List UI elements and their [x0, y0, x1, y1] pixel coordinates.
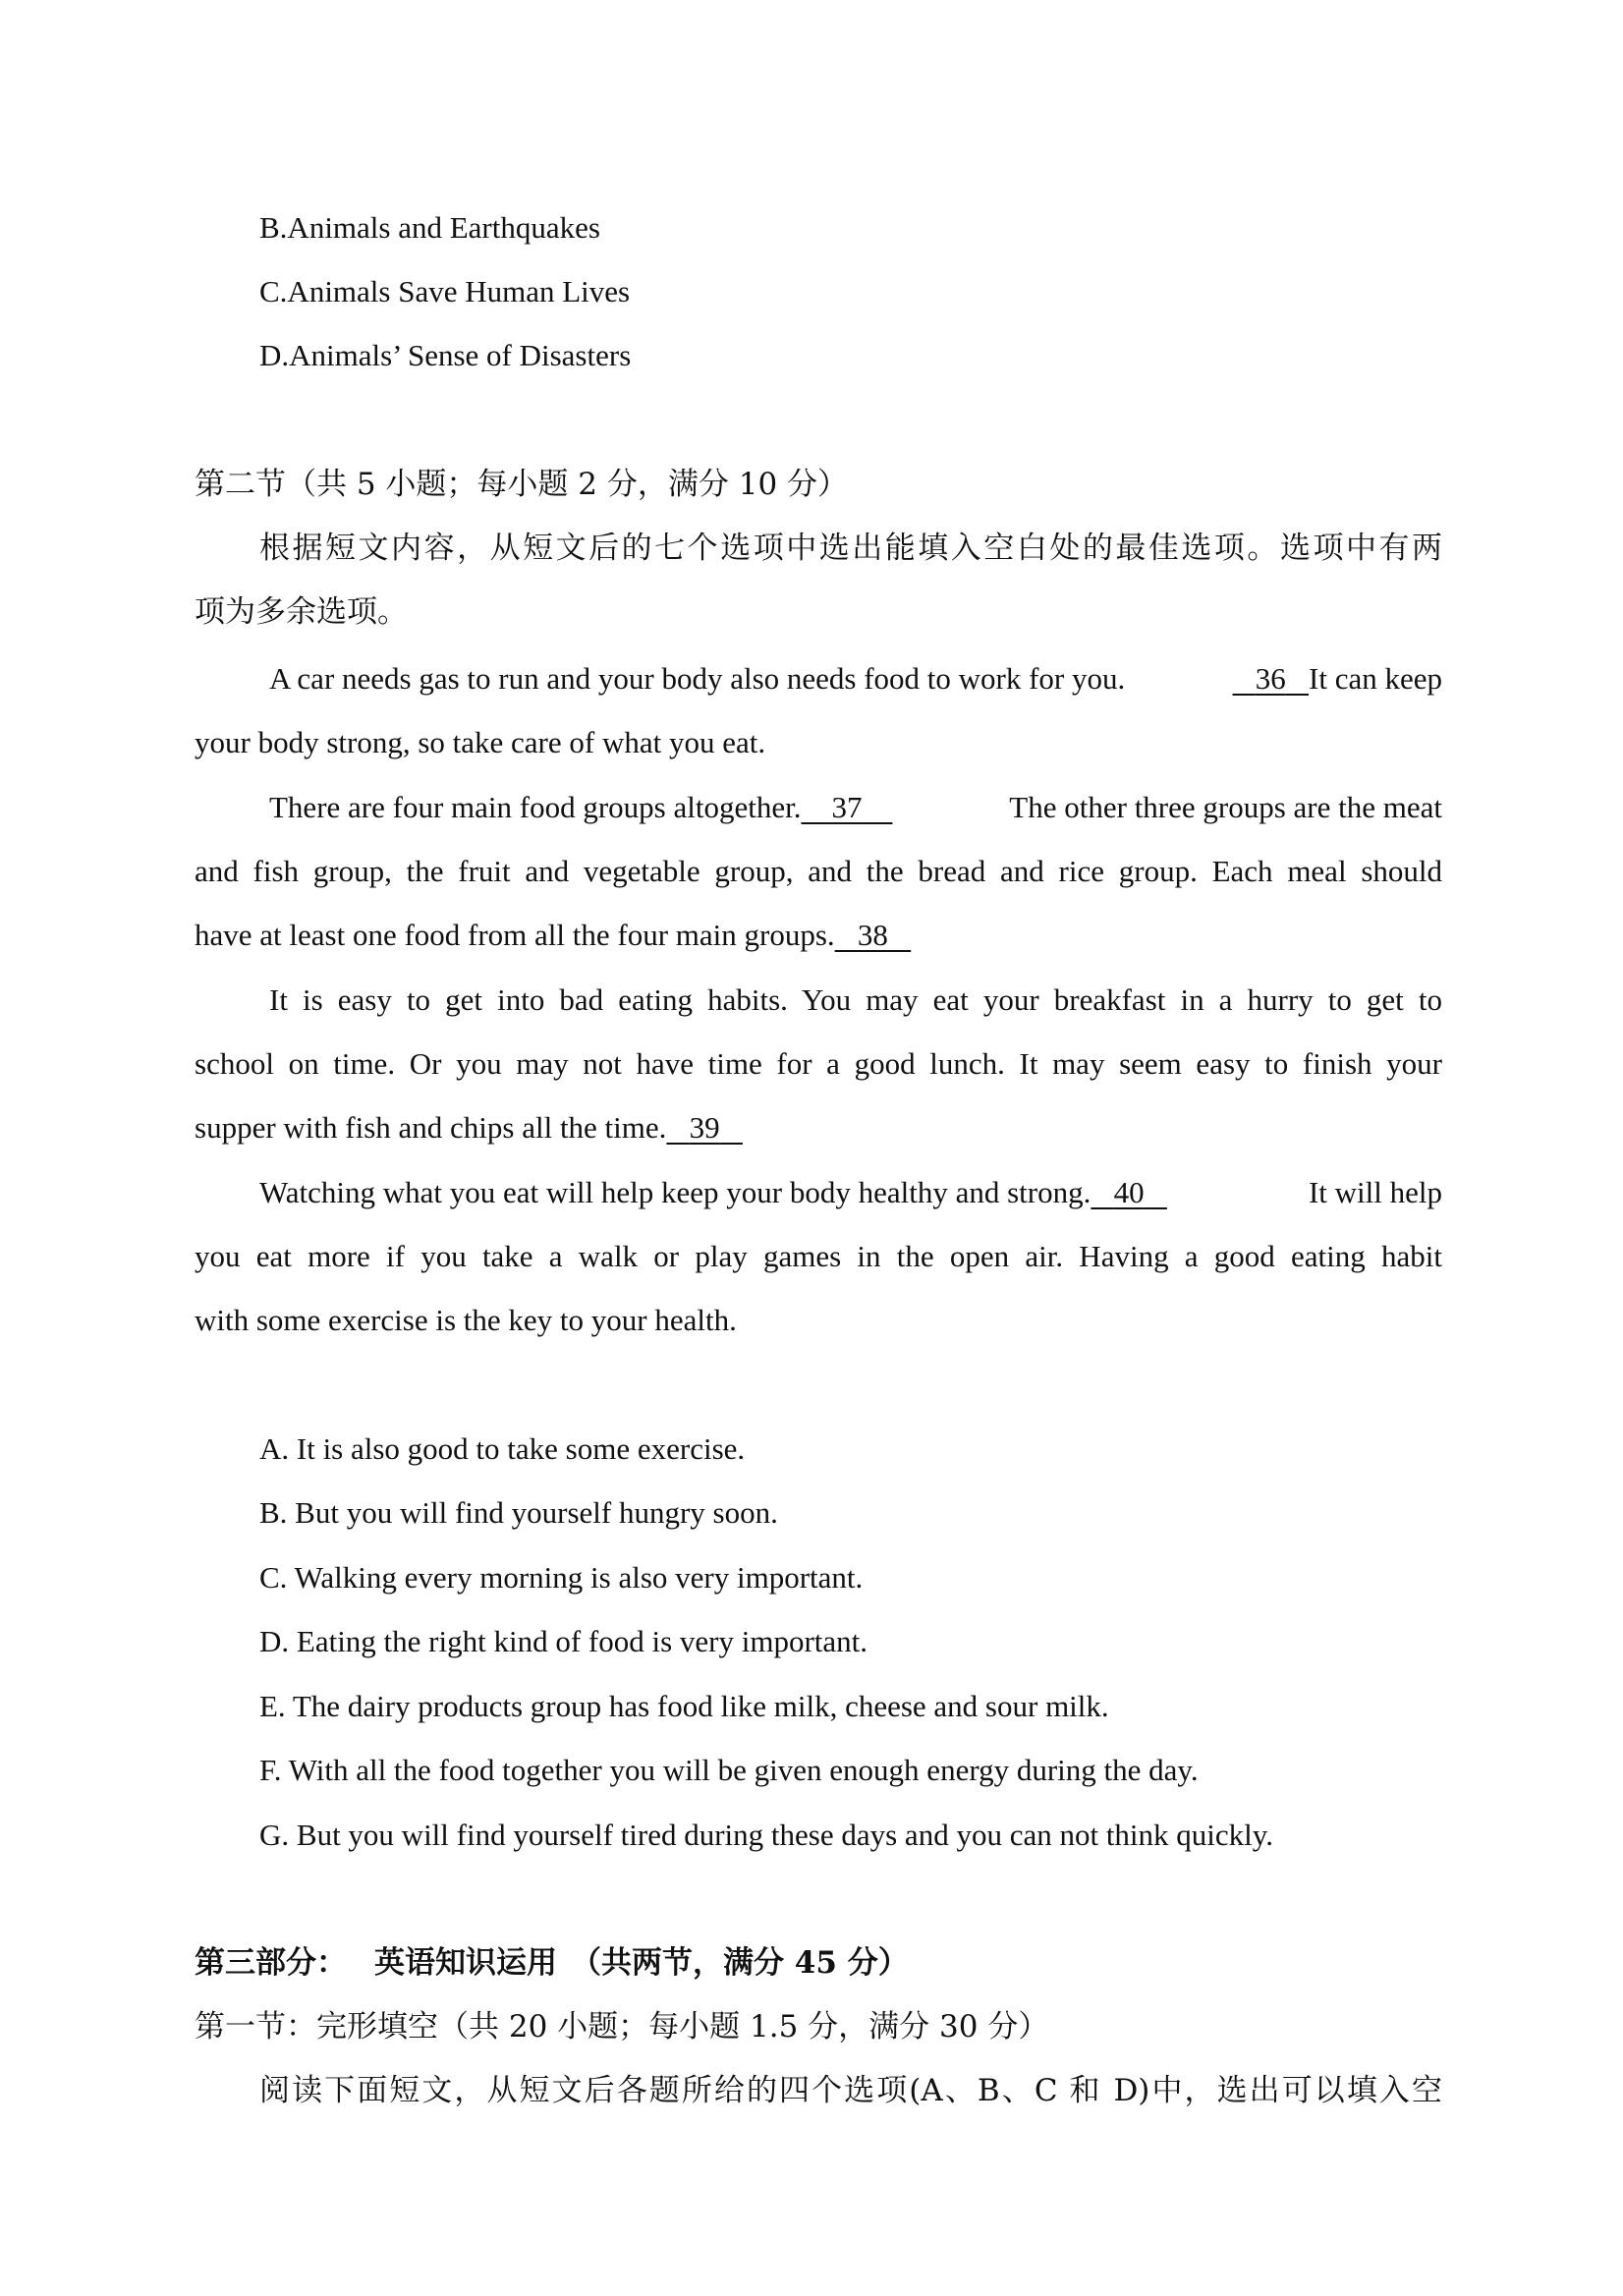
- option-e: E. The dairy products group has food like milk, cheese and sour milk.: [259, 1689, 1109, 1723]
- part3-score: （共两节，满分 45 分）: [571, 1945, 909, 1981]
- blank-36: 36: [1255, 661, 1286, 696]
- passage-p4-line3: with some exercise is the key to your health.: [195, 1303, 737, 1337]
- prev-option-b: B.Animals and Earthquakes: [259, 210, 600, 245]
- passage-text: There are four main food groups altogether.: [269, 790, 802, 824]
- part3-label: 第三部分：: [195, 1945, 347, 1981]
- blank-40: 40: [1113, 1175, 1145, 1209]
- passage-p2-line1: [269, 788, 1442, 827]
- passage-text: A car needs gas to run and your body also needs food to work for you.: [269, 661, 1126, 696]
- prev-option-d: D.Animals’ Sense of Disasters: [259, 338, 632, 372]
- passage-p2-line3: [195, 916, 911, 955]
- passage-text: The other three groups are the meat: [1009, 790, 1442, 824]
- passage-text: supper with fish and chips all the time.: [195, 1110, 667, 1145]
- part3-title: 英语知识运用: [374, 1945, 557, 1981]
- passage-text: It can keep: [1309, 661, 1442, 696]
- part3-instruction: 阅读下面短文，从短文后各题所给的四个选项(A、B、C 和 D)中，选出可以填入空: [259, 2073, 1442, 2108]
- passage-text: Watching what you eat will help keep your body healthy and strong.: [259, 1175, 1091, 1209]
- passage-p1-line1: [269, 659, 1442, 699]
- passage-p1-line2: your body strong, so take care of what you eat.: [195, 725, 766, 759]
- section2-instruction-line1: 根据短文内容，从短文后的七个选项中选出能填入空白处的最佳选项。选项中有两: [259, 531, 1442, 566]
- blank-39: 39: [689, 1110, 720, 1145]
- part3-section1-header: 第一节：完形填空（共 20 小题；每小题 1.5 分，满分 30 分）: [195, 2009, 1049, 2044]
- passage-text: have at least one food from all the four main groups.: [195, 918, 835, 952]
- option-a: A. It is also good to take some exercise.: [259, 1431, 746, 1466]
- option-f: F. With all the food together you will be given enough energy during the day.: [259, 1753, 1199, 1787]
- passage-p4-line2: you eat more if you take a walk or play games in the open air. Having a good eating habit: [195, 1239, 1442, 1273]
- passage-p4-line1: [259, 1173, 1442, 1212]
- section2-instruction-line2: 项为多余选项。: [195, 594, 408, 630]
- option-b: B. But you will find yourself hungry soon.: [259, 1495, 778, 1530]
- blank-37: 37: [831, 790, 863, 824]
- passage-p2-line2: and fish group, the fruit and vegetable group, and the bread and rice group. Each meal should: [195, 854, 1442, 888]
- passage-text: It will help: [1308, 1175, 1442, 1209]
- blank-38: 38: [857, 918, 888, 952]
- passage-p3-line1: It is easy to get into bad eating habits. You may eat your breakfast in a hurry to get to: [269, 982, 1442, 1017]
- option-d: D. Eating the right kind of food is very important.: [259, 1624, 868, 1658]
- part3-header: [195, 1943, 909, 1983]
- passage-p3-line2: school on time. Or you may not have time for a good lunch. It may seem easy to finish your: [195, 1046, 1442, 1081]
- option-g: G. But you will find yourself tired during these days and you can not think quickly.: [259, 1818, 1274, 1852]
- passage-p3-line3: [195, 1108, 743, 1148]
- section2-header: 第二节（共 5 小题；每小题 2 分，满分 10 分）: [195, 467, 849, 502]
- prev-option-c: C.Animals Save Human Lives: [259, 274, 631, 308]
- option-c: C. Walking every morning is also very important.: [259, 1560, 864, 1595]
